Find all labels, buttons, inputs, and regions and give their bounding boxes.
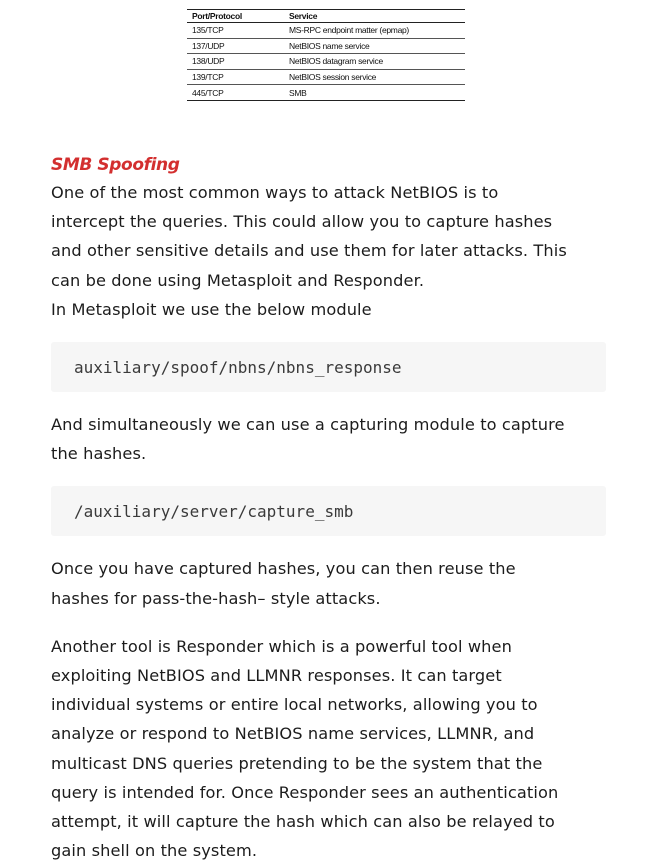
cell-port: 135/TCP [187,23,284,39]
article-body [51,152,611,865]
text-line: intercept the queries. This could allow you to capture hashes [51,212,553,232]
code-block-capture-smb[interactable] [51,486,606,536]
section-heading: SMB Spoofing [51,155,180,175]
cell-service: MS-RPC endpoint matter (epmap) [284,23,465,39]
text-line: individual systems or entire local networks, allowing you to [51,695,538,715]
text-line: One of the most common ways to attack NetBIOS is to [51,183,499,202]
intro-paragraph [51,178,611,324]
reuse-paragraph [51,554,611,612]
text-line: Once you have captured hashes, you can then reuse the [51,559,516,579]
cell-service: NetBIOS name service [284,38,465,54]
text-line: And simultaneously we can use a capturing module to capture [51,415,565,435]
responder-paragraph [51,632,611,866]
text-line: the hashes. [51,444,147,464]
text-line: query is intended for. Once Responder sees an authentication [51,782,559,802]
cell-service: NetBIOS session service [284,69,465,85]
table-row [187,54,465,70]
table-row [187,85,465,101]
text-line: analyze or respond to NetBIOS name services, LLMNR, and [51,724,535,744]
table-row [187,38,465,54]
text-line: exploiting NetBIOS and LLMNR responses. It can target [51,666,502,686]
cell-port: 137/UDP [187,38,284,54]
port-service-table [187,9,465,101]
table-row [187,23,465,39]
code-text: auxiliary/spoof/nbns/nbns_response [74,357,402,377]
capture-paragraph [51,410,611,468]
cell-port: 139/TCP [187,69,284,85]
text-line: hashes for pass-the-hash– style attacks. [51,588,381,608]
text-line: gain shell on the system. [51,841,258,861]
text-line: multicast DNS queries pretending to be the system that the [51,753,543,773]
text-line: Another tool is Responder which is a powerful tool when [51,636,512,656]
cell-port: 138/UDP [187,54,284,70]
cell-port: 445/TCP [187,85,284,101]
text-line: can be done using Metasploit and Responder. [51,270,425,290]
ports-table [187,9,465,101]
code-text: /auxiliary/server/capture_smb [74,501,354,521]
code-block-nbns-response[interactable] [51,342,606,392]
text-line: In Metasploit we use the below module [51,299,372,319]
text-line: attempt, it will capture the hash which can also be relayed to [51,812,555,832]
header-service: Service [284,10,465,23]
cell-service: SMB [284,85,465,101]
table-header-row [187,10,465,23]
text-line: and other sensitive details and use them for later attacks. This [51,241,567,261]
table-row [187,69,465,85]
header-port-protocol: Port/Protocol [187,10,284,23]
paragraph-spacer [51,613,611,632]
cell-service: NetBIOS datagram service [284,54,465,70]
